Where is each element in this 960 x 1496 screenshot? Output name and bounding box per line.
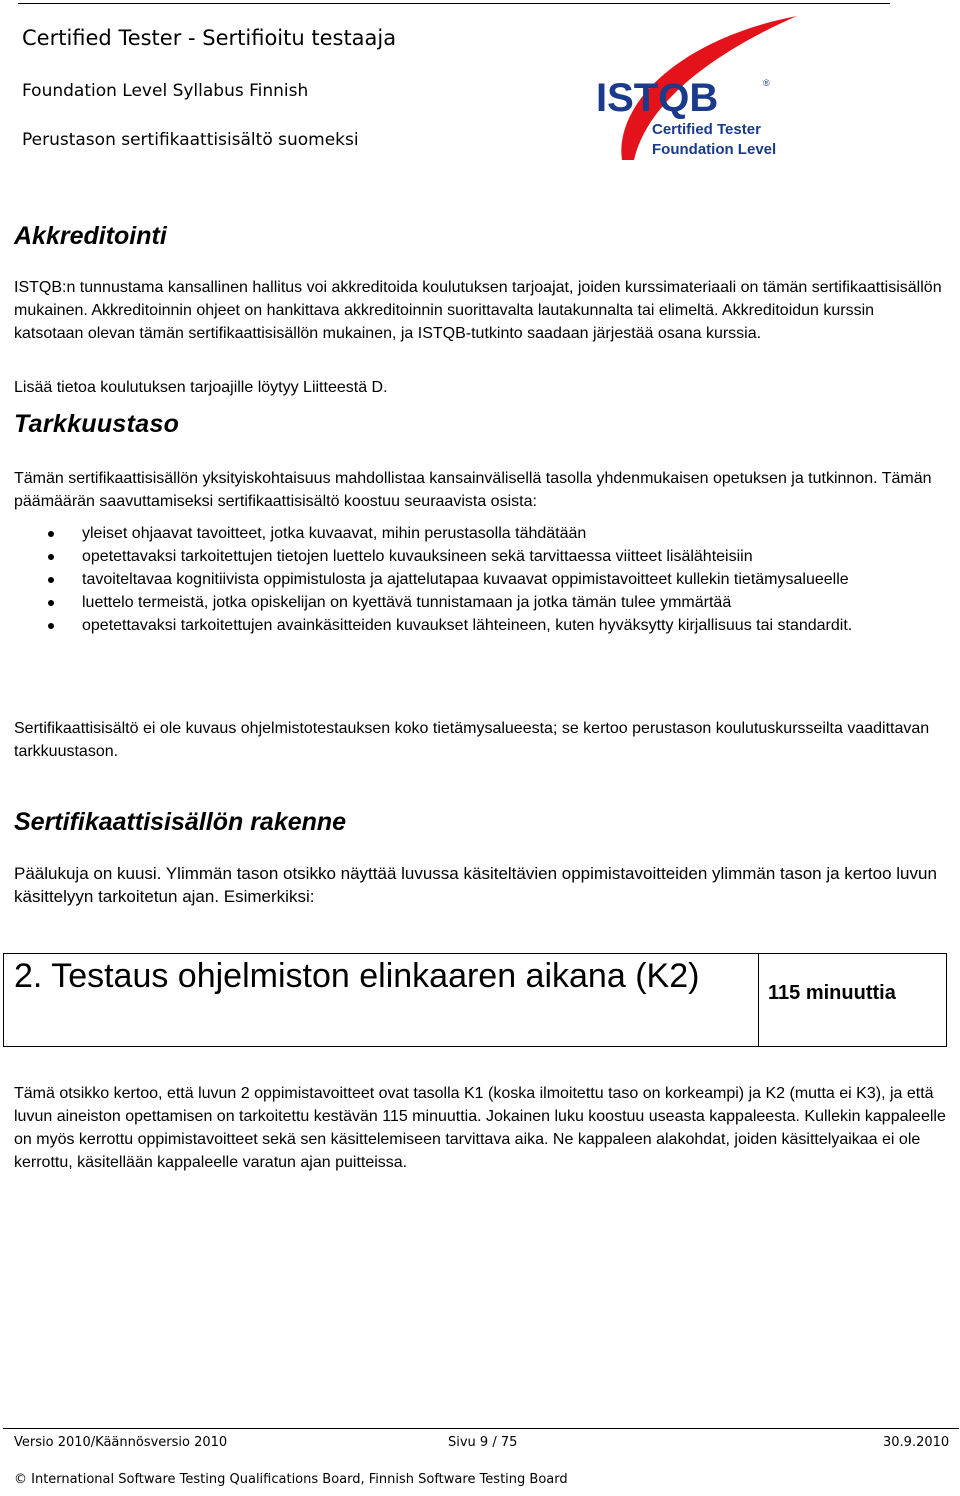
heading-structure: Sertifikaattisisällön rakenne: [14, 808, 347, 836]
list-item: tavoiteltavaa kognitiivista oppimistulosta ja ajattelutapaa kuvaavat oppimistavoitteet kullekin tietämysalueelle: [0, 568, 942, 591]
header-rule: [18, 3, 890, 4]
footer-version: Versio 2010/Käännösversio 2010: [14, 1435, 228, 1450]
footer-copyright: © International Software Testing Qualifications Board, Finnish Software Testing Board: [14, 1472, 568, 1487]
logo-brand: ISTQB: [596, 76, 719, 120]
istqb-logo: [592, 8, 804, 170]
footer-page-number: Sivu 9 / 75: [448, 1435, 518, 1450]
heading-accreditation: Akkreditointi: [14, 222, 167, 250]
heading-level-of-detail: Tarkkuustaso: [14, 410, 180, 438]
svg-text:®: ®: [763, 78, 770, 88]
document-subtitle-finnish: Perustason sertifikaattisisältö suomeksi: [22, 130, 359, 150]
bullet-icon: [48, 600, 54, 606]
bullet-icon: [48, 554, 54, 560]
bullet-icon: [48, 577, 54, 583]
list-item: opetettavaksi tarkoitettujen avainkäsitteiden kuvaukset lähteineen, kuten hyväksytty kirjallisuus tai standardit.: [0, 614, 942, 637]
example-chapter-title: 2. Testaus ohjelmiston elinkaaren aikana (K2): [14, 957, 700, 995]
footer-date: 30.9.2010: [883, 1435, 950, 1450]
structure-explanation: Tämä otsikko kertoo, että luvun 2 oppimistavoitteet ovat tasolla K1 (koska ilmoitettu taso on korkeampi) ja K2 (mutta ei K3), ja että luvun aineiston opettamisen on tarkoitettu kestävän 115 minuuttia. Jokainen luku koostuu useasta kappaleesta. Kullekin kappaleelle on myös kerrottu oppimistavoitteet sekä sen käsittelemiseen tarvittava aika. Ne kappaleen alakohdat, joiden käsittelyaikaa ei ole kerrottu, käsitellään kappaleelle varatun ajan puitteissa.: [14, 1085, 946, 1171]
bullet-icon: [48, 623, 54, 629]
document-subtitle: Foundation Level Syllabus Finnish: [22, 81, 309, 101]
footer-rule: [3, 1428, 959, 1429]
accreditation-paragraph: ISTQB:n tunnustama kansallinen hallitus voi akkreditoida koulutuksen tarjoajat, joiden kurssimateriaali on tämän sertifikaattisisällön mukainen. Akkreditoinnin ohjeet on hankittava akkreditoinnin suorittavalta lautakunnalta tai elimeltä. Akkreditoidun kurssin katsotaan olevan tämän sertifikaattisisällön mukainen, ja ISTQB-tutkinto saadaan järjestää osana kurssia.: [14, 279, 942, 342]
logo-line2: Foundation Level: [652, 141, 777, 158]
level-of-detail-intro: Tämän sertifikaattisisällön yksityiskohtaisuus mahdollistaa kansainvälisellä tasolla yhdenmukaisen opetuksen ja tutkinnon. Tämän päämäärän saavuttamiseksi sertifikaattisisältö koostuu seuraavista osista:: [14, 470, 932, 510]
accreditation-more-info: Lisää tietoa koulutuksen tarjoajille löytyy Liitteestä D.: [14, 379, 388, 396]
bullet-icon: [48, 531, 54, 537]
example-chapter-heading-box: [3, 953, 947, 1047]
document-title: Certified Tester - Sertifioitu testaaja: [22, 26, 397, 50]
list-item: yleiset ohjaavat tavoitteet, jotka kuvaavat, mihin perustasolla tähdätään: [0, 522, 942, 545]
example-chapter-duration: 115 minuuttia: [768, 982, 896, 1004]
list-item: luettelo termeistä, jotka opiskelijan on kyettävä tunnistamaan ja jotka tämän tulee ymmärtää: [0, 591, 942, 614]
structure-paragraph: Päälukuja on kuusi. Ylimmän tason otsikko näyttää luvussa käsiteltävien oppimistavoitteiden ylimmän tason ja kertoo luvun käsittelyyn tarkoitetun ajan. Esimerkiksi:: [14, 864, 937, 906]
logo-line1: Certified Tester: [652, 121, 761, 138]
list-item: opetettavaksi tarkoitettujen tietojen luettelo kuvauksineen sekä tarvittaessa viitteet lisälähteisiin: [0, 545, 942, 568]
syllabus-parts-list: [0, 522, 960, 637]
level-of-detail-closing: Sertifikaattisisältö ei ole kuvaus ohjelmistotestauksen koko tietämysalueesta; se kertoo perustason koulutuskursseilta vaadittavan tarkkuustason.: [14, 720, 930, 760]
box-divider: [758, 954, 759, 1046]
